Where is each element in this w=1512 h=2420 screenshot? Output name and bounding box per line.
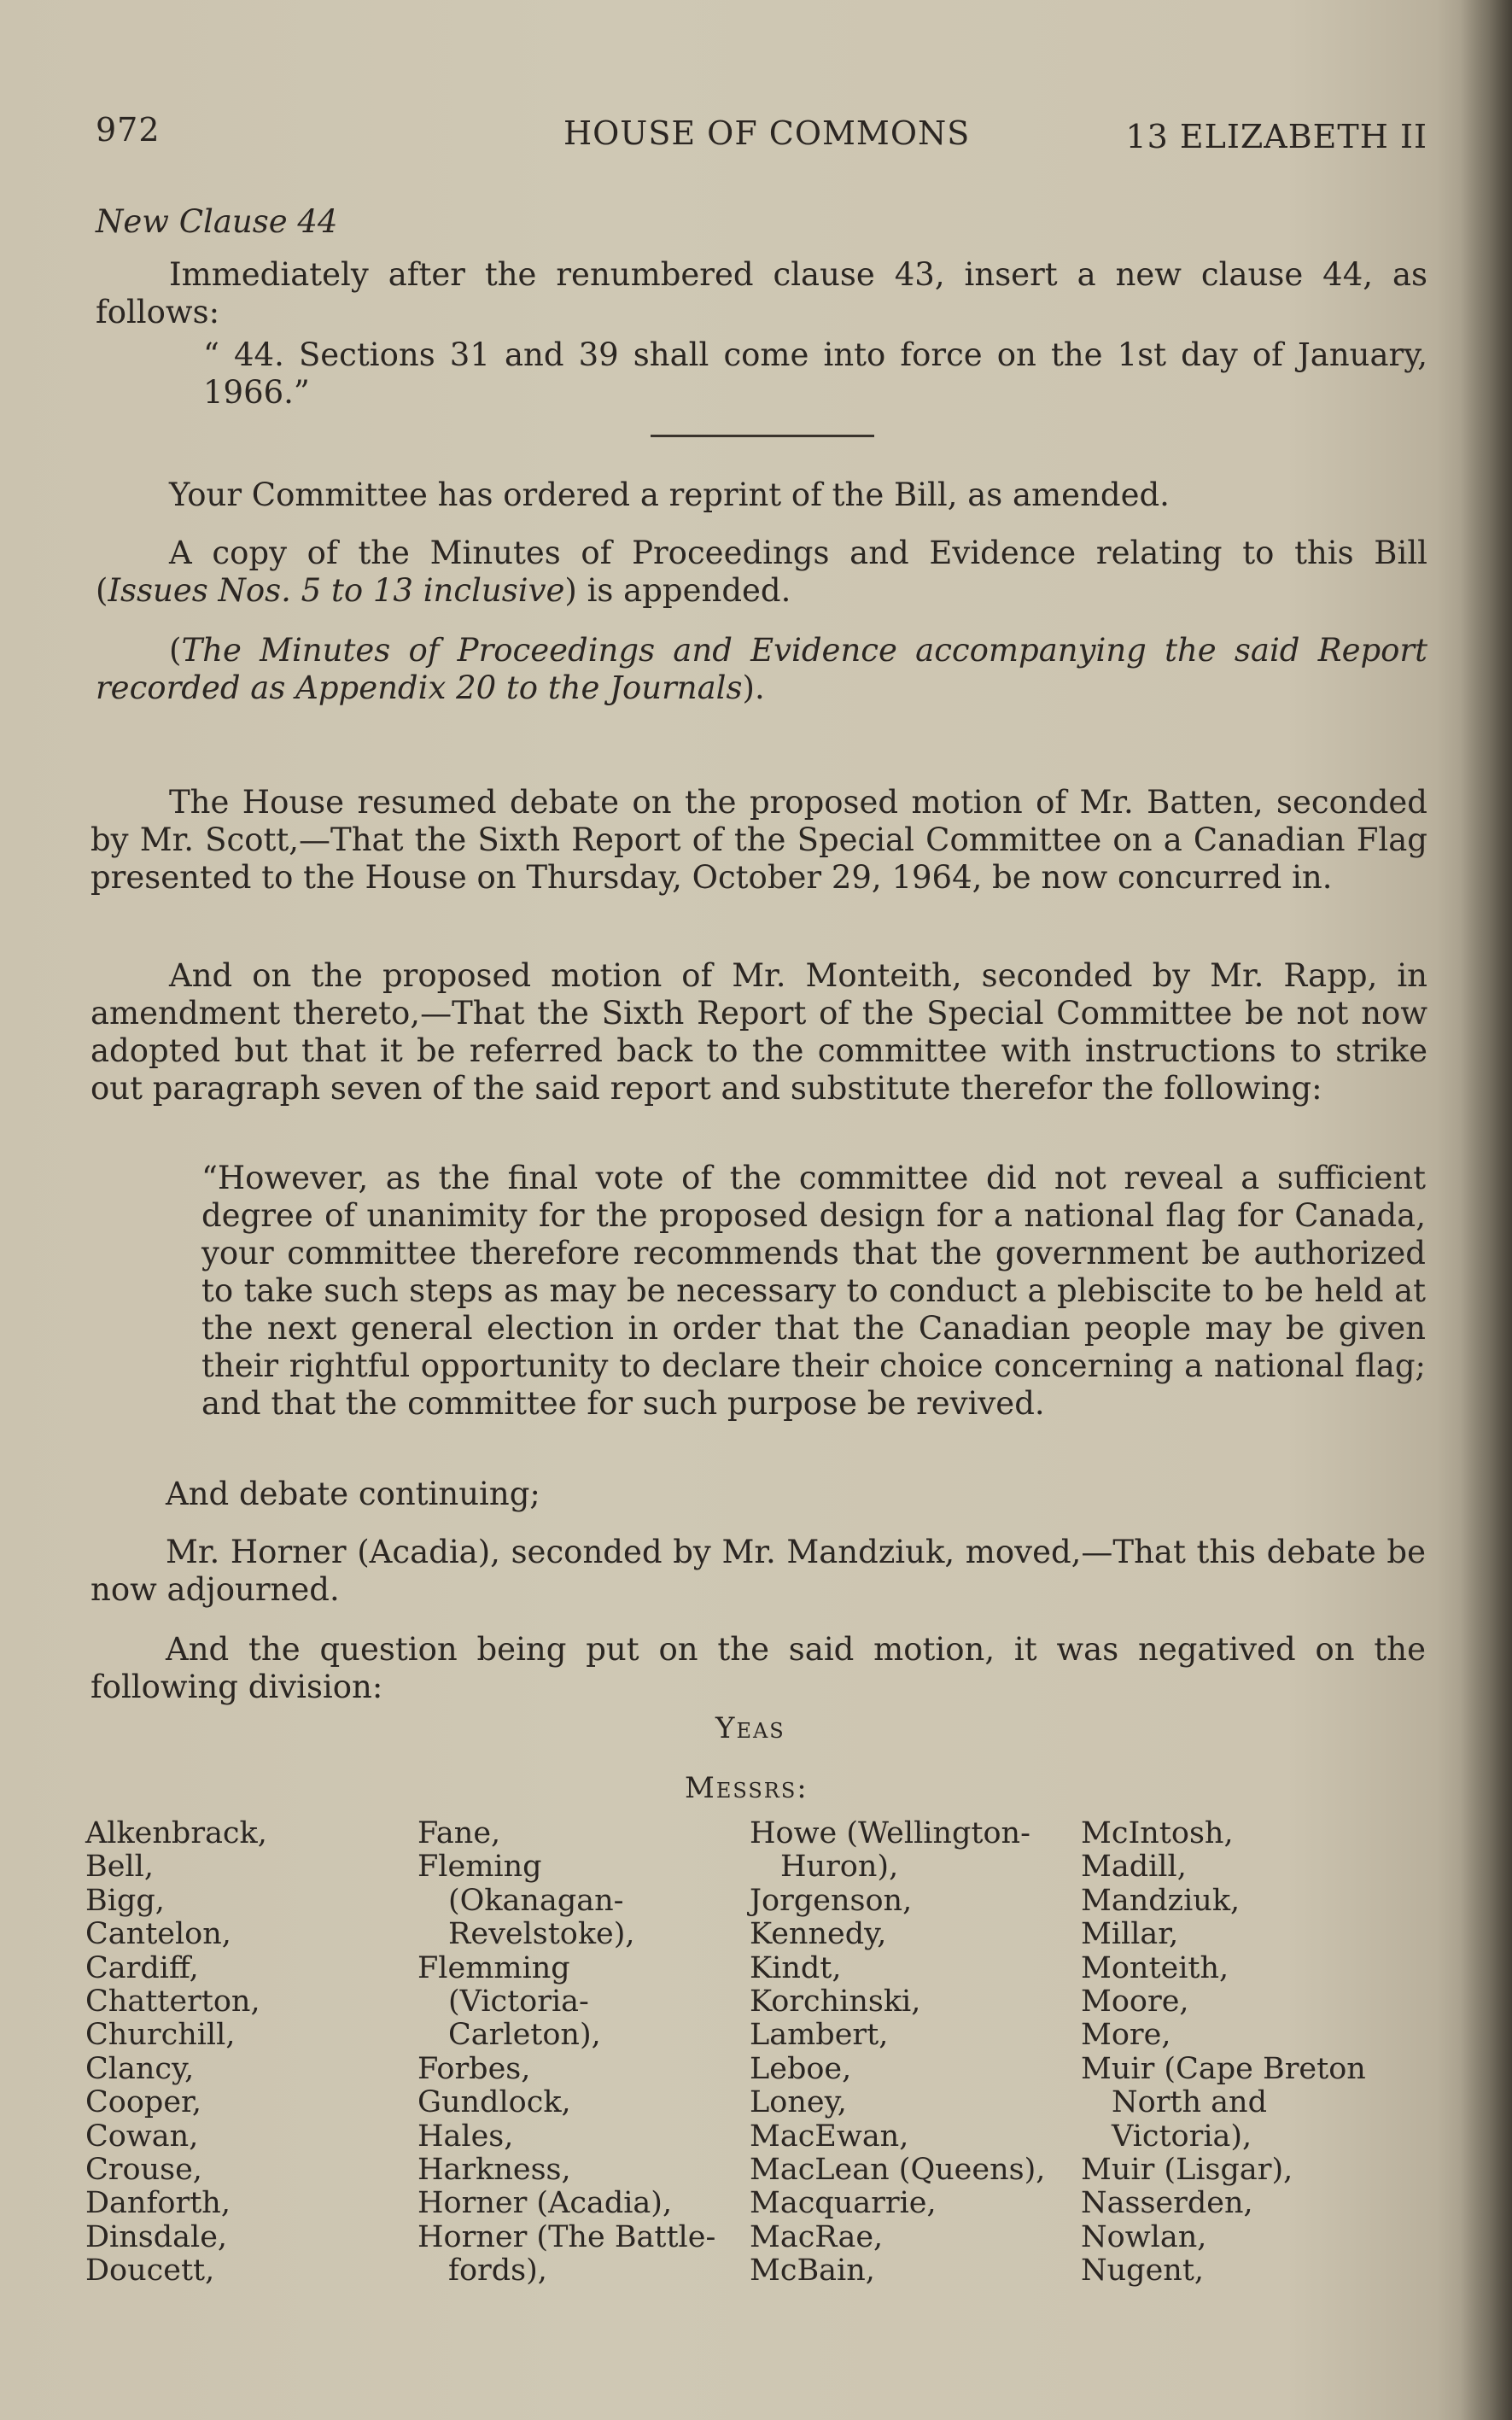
member-name: Fane, — [417, 1816, 501, 1850]
member-name: Gundlock, — [417, 2085, 571, 2120]
member-name: Macquarrie, — [750, 2186, 937, 2221]
member-name: Monteith, — [1081, 1950, 1229, 1985]
member-name: Dinsdale, — [85, 2219, 228, 2254]
member-name: Fleming — [417, 1850, 542, 1885]
member-name: Danforth, — [85, 2186, 231, 2221]
yeas-column-4 — [1081, 1817, 1366, 2288]
member-name-continued: Revelstoke), — [448, 1917, 635, 1952]
member-name: Nowlan, — [1081, 2219, 1207, 2254]
member-name: Clancy, — [85, 2051, 195, 2086]
debate-continuing: And debate continuing; — [166, 1476, 540, 1512]
member-name: Cooper, — [85, 2085, 202, 2120]
member-name: Nasserden, — [1081, 2186, 1253, 2221]
member-name: Flemming — [417, 1950, 570, 1985]
member-name: Cantelon, — [85, 1917, 231, 1952]
member-name-continued: Victoria), — [1112, 2119, 1252, 2154]
member-name: Kindt, — [750, 1950, 842, 1985]
member-name: MacEwan, — [750, 2119, 909, 2154]
member-name: Churchill, — [85, 2018, 236, 2053]
member-name-continued: fords), — [448, 2253, 547, 2288]
member-name: Nugent, — [1081, 2253, 1205, 2288]
amendment-paragraph: And on the proposed motion of Mr. Monteith, seconded by Mr. Rapp, in amendment thereto,—That the Sixth Report of the Special Committee be not now adopted but that it be referred back to the committee with instructions to strike out paragraph seven of the said report and substitute therefor the following: — [90, 957, 1427, 1107]
member-name: Muir (Cape Breton — [1081, 2051, 1366, 2086]
member-name: Loney, — [750, 2085, 847, 2120]
member-name: Crouse, — [85, 2153, 202, 2188]
member-name: Madill, — [1081, 1850, 1187, 1885]
member-name: Doucett, — [85, 2253, 215, 2288]
member-name: Harkness, — [417, 2153, 571, 2188]
header-regnal-year: 13 ELIZABETH II — [1125, 118, 1427, 155]
member-name: Korchinski, — [750, 1985, 921, 2020]
member-name: Cardiff, — [85, 1950, 199, 1985]
member-name: Bigg, — [85, 1883, 165, 1918]
book-spine-shadow — [1461, 0, 1512, 2420]
member-name: Leboe, — [750, 2051, 852, 2086]
member-name: Moore, — [1081, 1985, 1189, 2020]
member-name: Muir (Lisgar), — [1081, 2153, 1293, 2188]
copy-paragraph: A copy of the Minutes of Proceedings and Evidence relating to this Bill (Issues Nos. 5 to 13 inclusive) is appended. — [96, 535, 1427, 609]
member-name: Millar, — [1081, 1917, 1179, 1952]
member-name: Horner (The Battle- — [417, 2219, 716, 2254]
page-number: 972 — [96, 111, 161, 149]
header-title: HOUSE OF COMMONS — [563, 114, 971, 152]
section-divider — [651, 435, 874, 437]
debate-resumed-paragraph: The House resumed debate on the proposed motion of Mr. Batten, seconded by Mr. Scott,—That the Sixth Report of the Special Committee on a Canadian Flag presented to the House on Thursday, October 29, 1964, be now concurred in. — [90, 784, 1427, 896]
member-name-continued: Carleton), — [448, 2018, 601, 2053]
yeas-column-2 — [417, 1817, 715, 2288]
member-name: Kennedy, — [750, 1917, 887, 1952]
clause-heading: New Clause 44 — [96, 203, 338, 240]
messrs-heading: Messrs: — [685, 1771, 809, 1805]
member-name: Forbes, — [417, 2051, 531, 2086]
member-name: McIntosh, — [1081, 1816, 1234, 1850]
division-question-paragraph: And the question being put on the said motion, it was negatived on the following division: — [90, 1631, 1426, 1705]
amendment-quotation: “However, as the final vote of the committee did not reveal a sufficient degree of unanimity for the proposed design for a national flag for Canada, your committee therefore recommends that the government be authorized to take such steps as may be necessary to conduct a plebiscite to be held at the next general election in order that the Canadian people may be given their rightful opportunity to declare their choice concerning a national flag; and that the committee for such purpose be revived. — [201, 1160, 1426, 1422]
member-name: Jorgenson, — [750, 1883, 913, 1918]
member-name: Bell, — [85, 1850, 154, 1885]
member-name: Lambert, — [750, 2018, 889, 2053]
reprint-paragraph: Your Committee has ordered a reprint of the Bill, as amended. — [169, 476, 1170, 513]
member-name: MacRae, — [750, 2219, 884, 2254]
running-header — [96, 111, 1427, 162]
appendix-note: (The Minutes of Proceedings and Evidence accompanying the said Report recorded as Appendix 20 to the Journals). — [96, 632, 1427, 706]
member-name: MacLean (Queens), — [750, 2153, 1046, 2188]
member-name-continued: Huron), — [780, 1850, 899, 1885]
adjourn-motion-paragraph: Mr. Horner (Acadia), seconded by Mr. Mandziuk, moved,—That this debate be now adjourned. — [90, 1534, 1426, 1608]
member-name: Horner (Acadia), — [417, 2186, 673, 2221]
clause-quote: “ 44. Sections 31 and 39 shall come into force on the 1st day of January, 1966.” — [203, 336, 1427, 411]
member-name: Howe (Wellington- — [750, 1816, 1030, 1850]
member-name-continued: North and — [1112, 2085, 1267, 2120]
yeas-heading: Yeas — [715, 1711, 785, 1745]
member-name-continued: (Okanagan- — [448, 1883, 624, 1918]
member-name-continued: (Victoria- — [448, 1985, 589, 2020]
yeas-column-3 — [750, 1817, 1045, 2288]
member-name: McBain, — [750, 2253, 875, 2288]
member-name: Alkenbrack, — [85, 1816, 267, 1850]
member-name: Chatterton, — [85, 1985, 260, 2020]
member-name: Mandziuk, — [1081, 1883, 1241, 1918]
clause-intro: Immediately after the renumbered clause 43, insert a new clause 44, as follows: — [96, 256, 1427, 330]
member-name: Cowan, — [85, 2119, 199, 2154]
member-name: Hales, — [417, 2119, 514, 2154]
yeas-column-1 — [85, 1817, 267, 2288]
member-name: More, — [1081, 2018, 1171, 2053]
